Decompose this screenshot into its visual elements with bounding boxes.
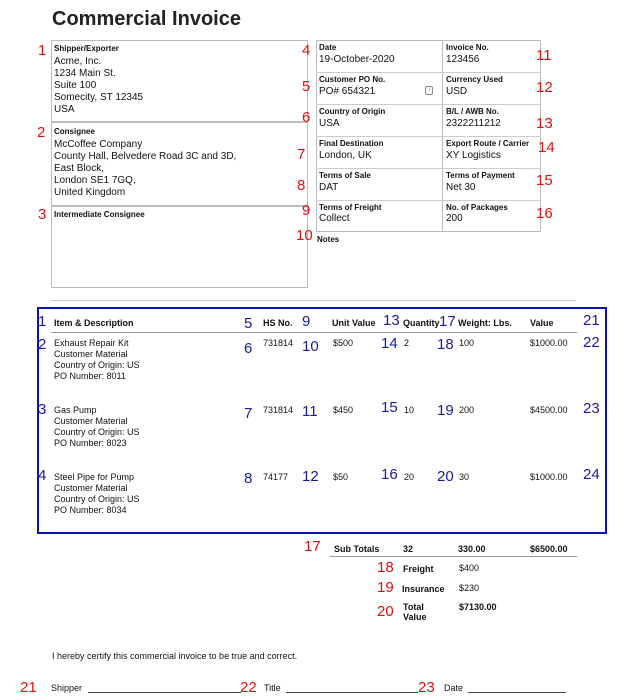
total-label-value: Value bbox=[403, 612, 427, 622]
grid-row-divider bbox=[316, 136, 541, 137]
consignee-line: McCoffee Company bbox=[54, 139, 143, 150]
marker-red: 9 bbox=[302, 202, 311, 219]
freight-label: Freight bbox=[403, 564, 434, 574]
customer-po-label: Customer PO No. bbox=[319, 75, 386, 84]
terms-of-freight-value: Collect bbox=[319, 213, 350, 224]
col-hs-header: HS No. bbox=[263, 318, 293, 328]
item-quantity: 2 bbox=[404, 338, 410, 348]
marker-red: 14 bbox=[538, 139, 555, 156]
marker-blue: 16 bbox=[381, 466, 398, 483]
marker-red: 1 bbox=[38, 42, 47, 59]
grid-row-divider bbox=[316, 72, 541, 73]
col-weight-header: Weight: Lbs. bbox=[458, 318, 512, 328]
date-label: Date bbox=[319, 43, 337, 52]
item-description: Country of Origin: US bbox=[54, 494, 140, 504]
currency-value: USD bbox=[446, 86, 468, 97]
insurance-label: Insurance bbox=[402, 584, 445, 594]
grid-row-divider bbox=[316, 104, 541, 105]
shipper-line: 1234 Main St. bbox=[54, 68, 116, 79]
packages-value: 200 bbox=[446, 213, 463, 224]
marker-red: 7 bbox=[297, 146, 306, 163]
subtotal-quantity: 32 bbox=[403, 544, 414, 554]
marker-blue: 15 bbox=[381, 399, 398, 416]
bl-awb-label: B/L / AWB No. bbox=[446, 107, 499, 116]
col-value-header: Value bbox=[530, 318, 554, 328]
item-hs: 731814 bbox=[263, 338, 294, 348]
invoice-no-label: Invoice No. bbox=[446, 43, 489, 52]
marker-red: 13 bbox=[536, 115, 553, 132]
total-label: Total bbox=[403, 602, 424, 612]
marker-red: 16 bbox=[536, 205, 553, 222]
marker-blue: 11 bbox=[302, 403, 318, 420]
page-title: Commercial Invoice bbox=[52, 8, 241, 30]
section-divider bbox=[51, 300, 576, 301]
marker-blue: 8 bbox=[244, 470, 253, 487]
marker-blue: 24 bbox=[583, 466, 600, 483]
total-value: $7130.00 bbox=[459, 602, 497, 612]
item-value: $4500.00 bbox=[530, 405, 568, 415]
currency-label: Currency Used bbox=[446, 75, 503, 84]
marker-blue: 23 bbox=[583, 400, 600, 417]
country-origin-value: USA bbox=[319, 118, 340, 129]
subtotal-weight: 330.00 bbox=[458, 544, 486, 554]
item-description: Customer Material bbox=[54, 416, 128, 426]
insurance-value: $230 bbox=[459, 583, 480, 593]
terms-of-payment-value: Net 30 bbox=[446, 182, 476, 193]
customer-po-value: PO# 654321 bbox=[319, 86, 376, 97]
grid-row-divider bbox=[316, 200, 541, 201]
terms-of-freight-label: Terms of Freight bbox=[319, 203, 382, 212]
title-signature-label: Title bbox=[264, 683, 281, 693]
marker-red: 2 bbox=[37, 124, 46, 141]
item-description: PO Number: 8023 bbox=[54, 438, 127, 448]
subtotal-divider bbox=[330, 556, 577, 557]
item-description: Customer Material bbox=[54, 483, 128, 493]
marker-blue: 22 bbox=[583, 334, 600, 351]
final-destination-value: London, UK bbox=[319, 150, 372, 161]
marker-blue: 19 bbox=[437, 402, 454, 419]
bl-awb-value: 2322211212 bbox=[446, 118, 501, 129]
packages-label: No. of Packages bbox=[446, 203, 508, 212]
item-description: Country of Origin: US bbox=[54, 427, 140, 437]
marker-blue: 7 bbox=[244, 405, 253, 422]
item-quantity: 20 bbox=[404, 472, 415, 482]
grid-row-divider bbox=[316, 168, 541, 169]
marker-blue: 18 bbox=[437, 336, 454, 353]
item-unit-value: $50 bbox=[333, 472, 349, 482]
marker-blue: 10 bbox=[302, 338, 319, 355]
marker-blue: 4 bbox=[38, 467, 47, 484]
item-description: Country of Origin: US bbox=[54, 360, 140, 370]
shipper-signature-line[interactable] bbox=[88, 692, 241, 693]
item-description: Steel Pipe for Pump bbox=[54, 472, 135, 482]
item-value: $1000.00 bbox=[530, 472, 568, 482]
marker-red: 21 bbox=[20, 679, 37, 696]
consignee-label: Consignee bbox=[54, 127, 95, 136]
item-unit-value: $450 bbox=[333, 405, 354, 415]
item-quantity: 10 bbox=[404, 405, 415, 415]
marker-blue: 13 bbox=[383, 312, 400, 329]
shipper-line: Acme, Inc. bbox=[54, 56, 102, 67]
consignee-line: East Block, bbox=[54, 163, 105, 174]
marker-blue: 9 bbox=[302, 313, 311, 330]
col-unit-header: Unit Value bbox=[332, 318, 376, 328]
marker-red: 4 bbox=[302, 42, 311, 59]
shipper-line: Suite 100 bbox=[54, 80, 97, 91]
date-signature-label: Date bbox=[444, 683, 464, 693]
export-route-label: Export Route / Carrier bbox=[446, 139, 530, 148]
terms-of-sale-label: Terms of Sale bbox=[319, 171, 371, 180]
marker-red: 22 bbox=[240, 679, 257, 696]
item-description: PO Number: 8011 bbox=[54, 371, 126, 381]
terms-of-payment-label: Terms of Payment bbox=[446, 171, 515, 180]
shipper-signature-label: Shipper bbox=[51, 683, 83, 693]
marker-red: 10 bbox=[296, 227, 313, 244]
marker-red: 3 bbox=[38, 206, 47, 223]
final-destination-label: Final Destination bbox=[319, 139, 384, 148]
date-signature-line[interactable] bbox=[468, 692, 566, 693]
marker-red: 23 bbox=[418, 679, 435, 696]
item-description: Gas Pump bbox=[54, 405, 97, 415]
marker-blue: 1 bbox=[38, 313, 47, 330]
marker-blue: 20 bbox=[437, 468, 454, 485]
consignee-line: County Hall, Belvedere Road 3C and 3D, bbox=[54, 151, 237, 162]
col-qty-header: Quantity bbox=[403, 318, 440, 328]
item-description: Customer Material bbox=[54, 349, 128, 359]
marker-blue: 21 bbox=[583, 312, 600, 329]
subtotal-value: $6500.00 bbox=[530, 544, 568, 554]
export-route-value: XY Logistics bbox=[446, 150, 501, 161]
consignee-line: United Kingdom bbox=[54, 187, 126, 198]
marker-red: 17 bbox=[304, 538, 321, 555]
item-description: PO Number: 8034 bbox=[54, 505, 127, 515]
marker-blue: 2 bbox=[38, 336, 47, 353]
item-weight: 30 bbox=[459, 472, 470, 482]
terms-of-sale-value: DAT bbox=[319, 182, 339, 193]
freight-value: $400 bbox=[459, 563, 480, 573]
marker-red: 5 bbox=[302, 78, 311, 95]
marker-red: 18 bbox=[377, 559, 394, 576]
notes-label: Notes bbox=[317, 235, 340, 244]
item-hs: 731814 bbox=[263, 405, 294, 415]
marker-red: 20 bbox=[377, 603, 394, 620]
consignee-line: London SE1 7GQ, bbox=[54, 175, 136, 186]
shipper-line: Somecity, ST 12345 bbox=[54, 92, 144, 103]
marker-red: 11 bbox=[536, 47, 552, 64]
marker-red: 8 bbox=[297, 177, 306, 194]
certification-text: I hereby certify this commercial invoice to be true and correct. bbox=[52, 651, 298, 661]
date-value: 19-October-2020 bbox=[319, 54, 395, 65]
col-item-header: Item & Description bbox=[54, 318, 134, 328]
marker-blue: 12 bbox=[302, 468, 319, 485]
title-signature-line[interactable] bbox=[286, 692, 418, 693]
intermediate-consignee-label: Intermediate Consignee bbox=[54, 210, 145, 219]
marker-blue: 17 bbox=[439, 313, 456, 330]
marker-red: 15 bbox=[536, 172, 553, 189]
marker-red: 6 bbox=[302, 109, 311, 126]
invoice-no-value: 123456 bbox=[446, 54, 480, 65]
marker-blue: 6 bbox=[244, 340, 253, 357]
dropdown-icon[interactable]: ↕ bbox=[425, 86, 433, 95]
shipper-label: Shipper/Exporter bbox=[54, 44, 119, 53]
country-origin-label: Country of Origin bbox=[319, 107, 386, 116]
item-description: Exhaust Repair Kit bbox=[54, 338, 129, 348]
item-hs: 74177 bbox=[263, 472, 289, 482]
marker-red: 12 bbox=[536, 79, 553, 96]
shipper-line: USA bbox=[54, 104, 75, 115]
subtotals-label: Sub Totals bbox=[334, 544, 380, 554]
item-weight: 100 bbox=[459, 338, 475, 348]
item-value: $1000.00 bbox=[530, 338, 568, 348]
marker-red: 19 bbox=[377, 579, 394, 596]
item-unit-value: $500 bbox=[333, 338, 354, 348]
item-weight: 200 bbox=[459, 405, 475, 415]
marker-blue: 5 bbox=[244, 315, 253, 332]
table-header-divider bbox=[51, 332, 577, 333]
marker-blue: 3 bbox=[38, 401, 47, 418]
marker-blue: 14 bbox=[381, 335, 398, 352]
